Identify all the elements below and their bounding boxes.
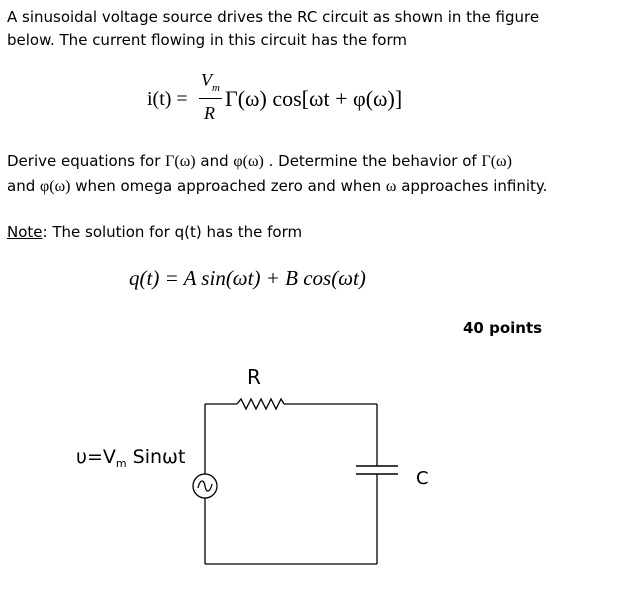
gamma-symbol-1: Γ(ω) [165,153,196,170]
eq1-numerator: V [201,70,212,90]
omega-symbol: ω [385,178,397,195]
gamma-symbol-2: Γ(ω) [481,153,512,170]
capacitor-label: C [416,468,429,489]
eq1-numerator-sub: m [212,82,220,94]
derive-text-4: approaches infinity. [401,177,548,195]
eq1-denominator: R [204,103,215,123]
intro-line-1: A sinusoidal voltage source drives the RC circuit as shown in the figure [7,8,540,26]
source-label [76,446,185,470]
derive-text-3: when omega approached zero and when [75,177,382,195]
note-label: Note [7,223,43,241]
points-label: 40 points [463,319,543,337]
eq1-rhs: Γ(ω) cos[ωt + φ(ω)] [225,86,403,111]
source-label-sub: m [115,457,127,470]
eq1-lhs: i(t) = [147,88,188,110]
phi-symbol-1: φ(ω) [233,153,264,170]
intro-line-2: below. The current flowing in this circuit has the form [7,31,407,49]
derive-and-2: and [7,177,36,195]
source-label-main: υ=V [76,446,116,468]
note-text: : The solution for q(t) has the form [42,223,303,241]
charge-equation: q(t) = A sin(ωt) + B cos(ωt) [129,266,366,290]
sine-wave-icon [198,481,212,491]
derive-and-1: and [200,152,229,170]
phi-symbol-2: φ(ω) [40,178,71,195]
derive-text-1: Derive equations for [7,152,161,170]
resistor-symbol [237,399,284,409]
derive-text-2: . Determine the behavior of [268,152,477,170]
source-label-tail: Sinωt [126,446,186,468]
resistor-label: R [247,365,261,389]
